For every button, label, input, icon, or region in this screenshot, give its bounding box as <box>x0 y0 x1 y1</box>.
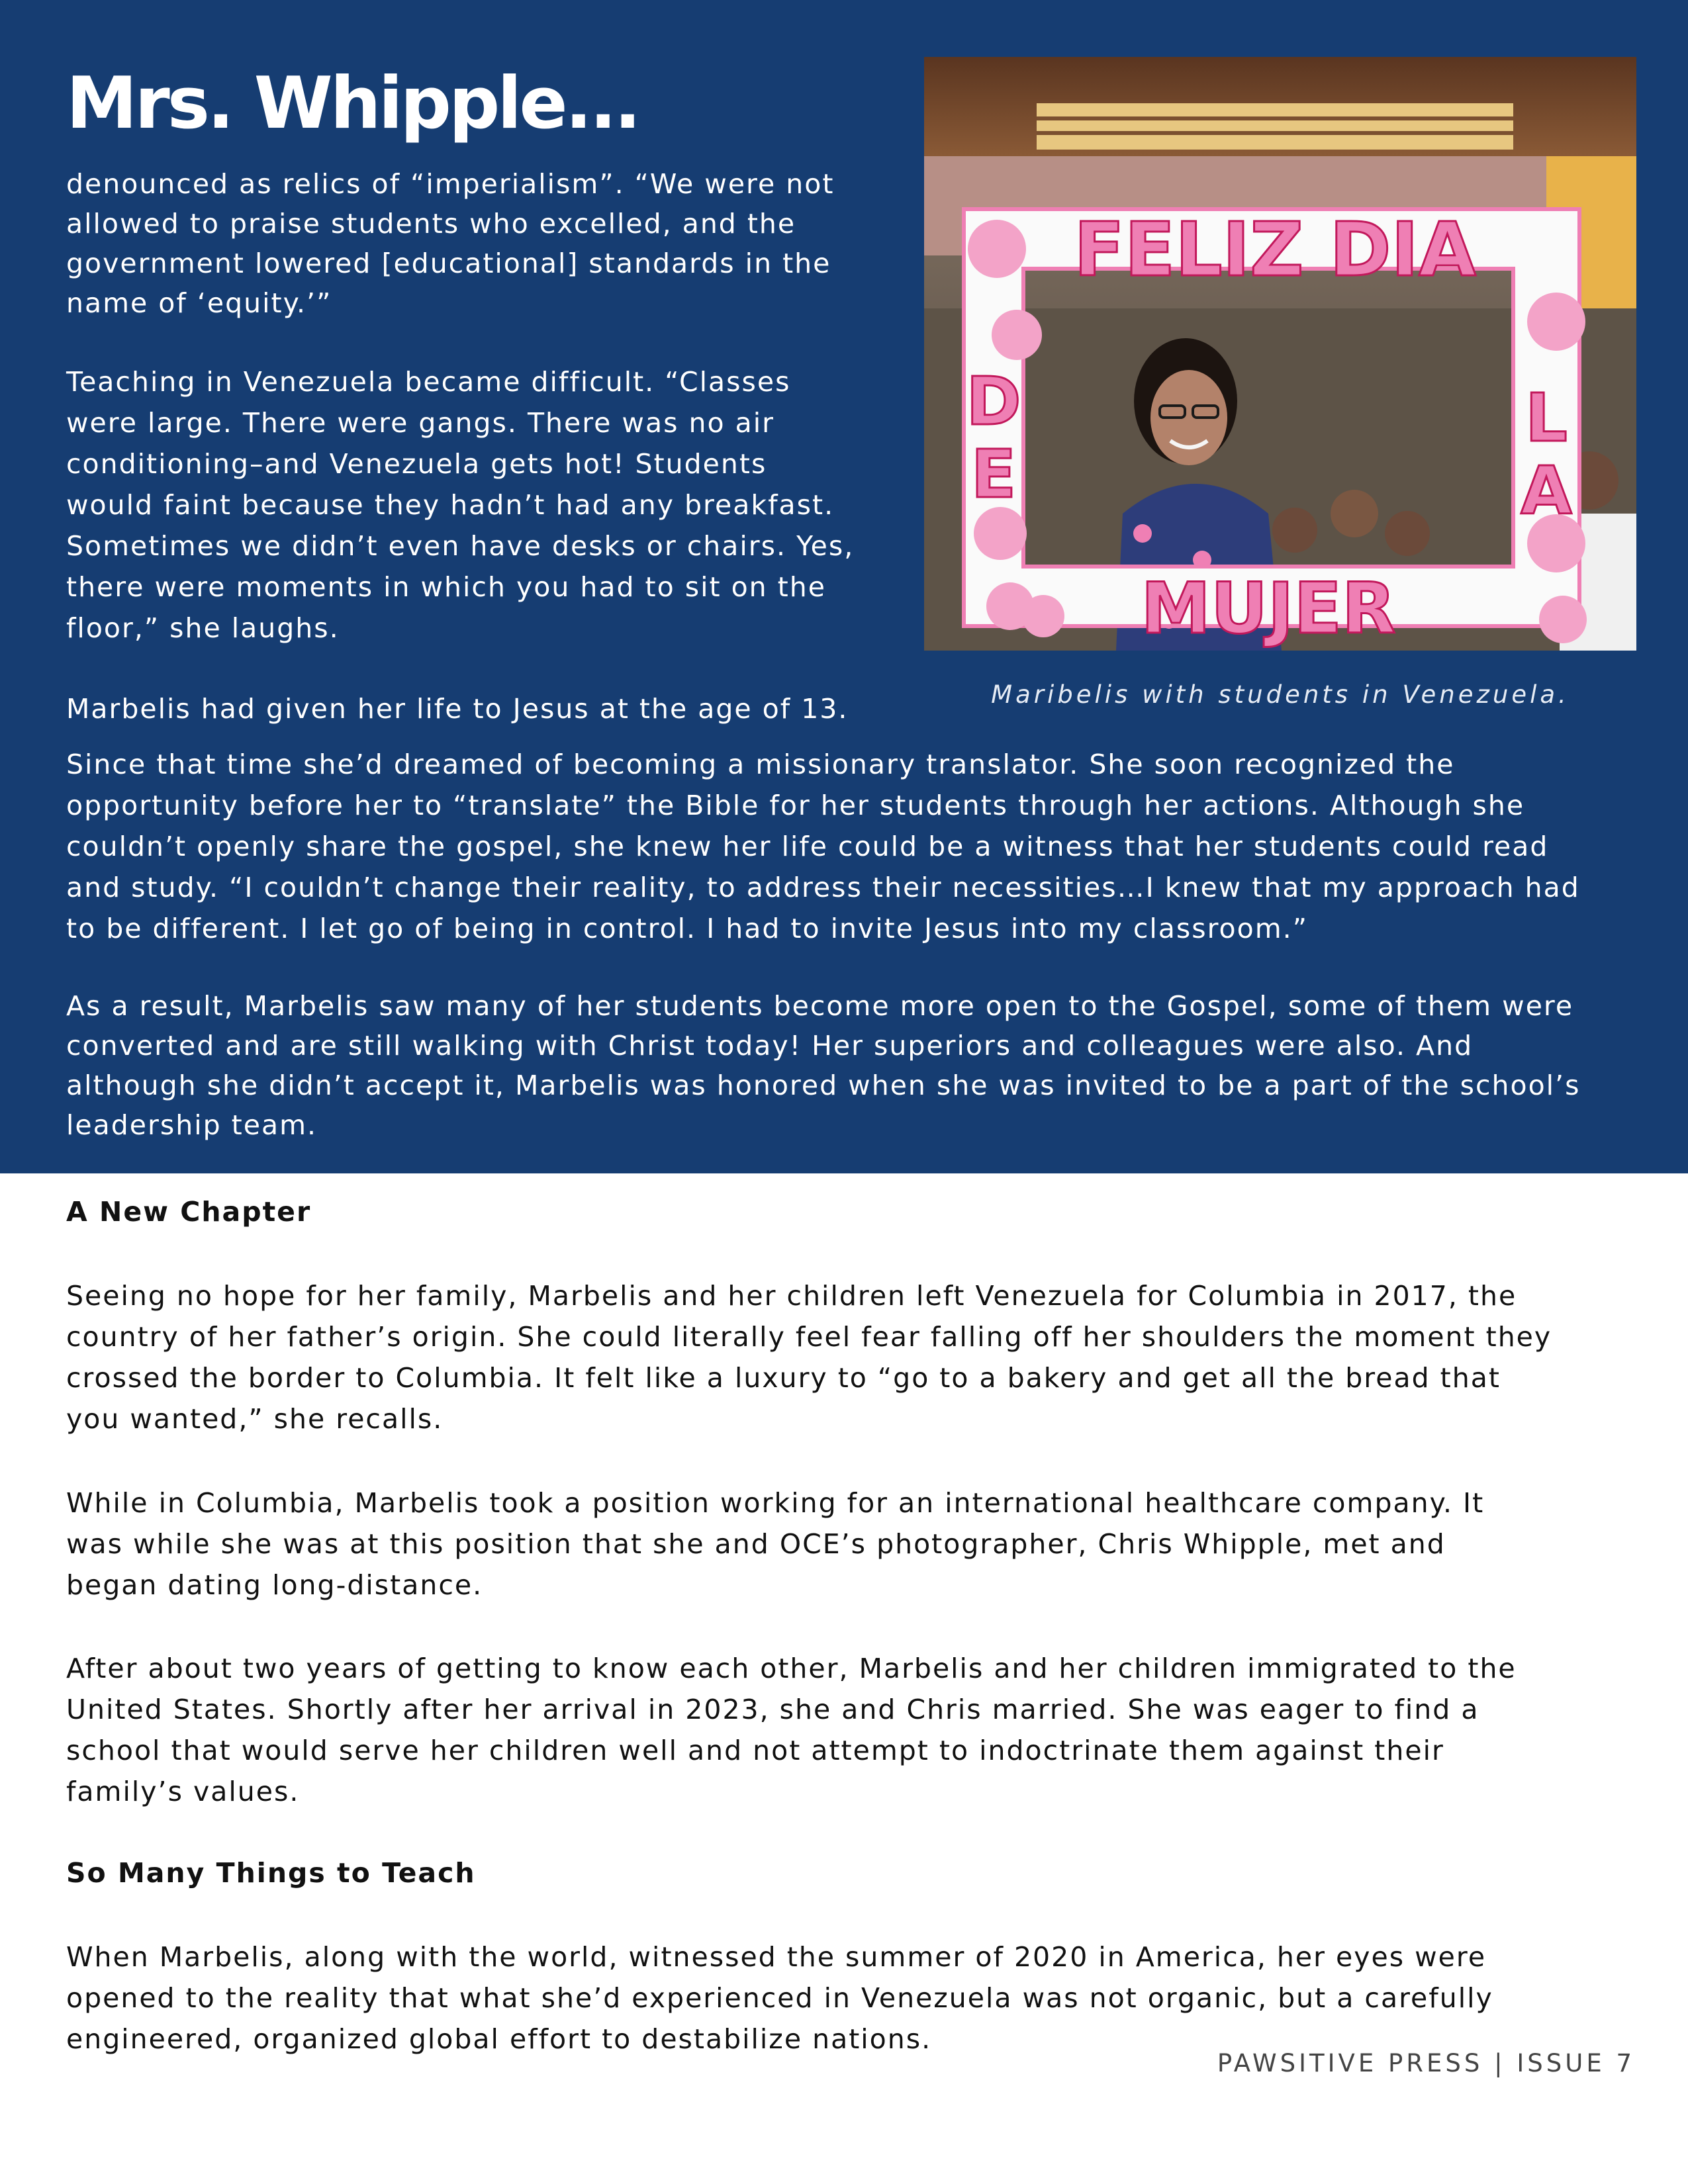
classroom-photo <box>924 57 1636 651</box>
text-line: to be different. I let go of being in control. I had to invite Jesus into my classroom.” <box>66 913 1308 944</box>
sign-text-top: FELIZ DIA <box>1074 207 1476 293</box>
text-line: were large. There were gangs. There was no air <box>66 407 774 439</box>
section-heading-so-many-things: So Many Things to Teach <box>66 1857 476 1889</box>
text-line: couldn’t openly share the gospel, she knew her life could be a witness that her students could read <box>66 831 1549 862</box>
paragraph-8 <box>66 1936 1493 2060</box>
text-line: crossed the border to Columbia. It felt like a luxury to “go to a bakery and get all the bread that <box>66 1362 1501 1394</box>
page-footer: PAWSITIVE PRESS | ISSUE 7 <box>1217 2049 1635 2077</box>
text-line: Teaching in Venezuela became difficult. “Classes <box>66 366 791 398</box>
sign-text-bottom: MUJER <box>1141 568 1396 649</box>
text-line: school that would serve her children well and not attempt to indoctrinate them against their <box>66 1735 1444 1766</box>
paragraph-6 <box>66 1482 1484 1606</box>
text-line: there were moments in which you had to sit on the <box>66 571 826 603</box>
paragraph-4 <box>66 986 1580 1145</box>
photo-illustration <box>924 57 1636 651</box>
text-line: allowed to praise students who excelled, and the <box>66 208 796 240</box>
text-line: would faint because they hadn’t had any breakfast. <box>66 489 835 521</box>
window-vents <box>1037 103 1513 150</box>
text-line: engineered, organized global effort to destabilize nations. <box>66 2023 932 2055</box>
text-line: Marbelis had given her life to Jesus at the age of 13. <box>66 693 849 725</box>
student-head <box>1272 508 1317 553</box>
text-line: and study. “I couldn’t change their reality, to address their necessities…I knew that my approach had <box>66 872 1580 903</box>
text-line: was while she was at this position that she and OCE’s photographer, Chris Whipple, met and <box>66 1528 1446 1560</box>
text-line: Since that time she’d dreamed of becoming a missionary translator. She soon recognized the <box>66 749 1455 780</box>
text-line: Seeing no hope for her family, Marbelis and her children left Venezuela for Columbia in 2017, the <box>66 1280 1517 1312</box>
photo-caption: Maribelis with students in Venezuela. <box>991 680 1570 709</box>
paragraph-2 <box>66 361 854 649</box>
text-line: conditioning–and Venezuela gets hot! Students <box>66 448 767 480</box>
text-line: opened to the reality that what she’d experienced in Venezuela was not organic, but a carefully <box>66 1982 1493 2014</box>
text-line: you wanted,” she recalls. <box>66 1403 444 1435</box>
text-line: floor,” she laughs. <box>66 612 340 644</box>
text-line: government lowered [educational] standards in the <box>66 248 831 279</box>
flower-decoration <box>968 220 1026 278</box>
paragraph-5 <box>66 1275 1552 1439</box>
sign-text-right: A <box>1521 452 1572 529</box>
text-line: United States. Shortly after her arrival in 2023, she and Chris married. She was eager to find a <box>66 1694 1479 1725</box>
student-head <box>1385 511 1430 556</box>
paragraph-1 <box>66 164 834 323</box>
sign-text-left: D <box>966 363 1021 440</box>
text-line: While in Columbia, Marbelis took a position working for an international healthcare company. It <box>66 1487 1485 1519</box>
text-line: denounced as relics of “imperialism”. “We were not <box>66 168 835 200</box>
paragraph-3 <box>66 688 1580 949</box>
text-line: began dating long-distance. <box>66 1569 483 1601</box>
sign-text-left: E <box>970 435 1017 513</box>
text-line: name of ‘equity.’” <box>66 287 332 319</box>
text-line: When Marbelis, along with the world, witnessed the summer of 2020 in America, her eyes were <box>66 1941 1487 1973</box>
sign-text-right: L <box>1525 379 1568 457</box>
text-line: opportunity before her to “translate” the Bible for her students through her actions. Although she <box>66 790 1525 821</box>
text-line: country of her father’s origin. She could literally feel fear falling off her shoulders the moment they <box>66 1321 1552 1353</box>
text-line: although she didn’t accept it, Marbelis was honored when she was invited to be a part of the school’s <box>66 1069 1581 1101</box>
text-line: After about two years of getting to know each other, Marbelis and her children immigrated to the <box>66 1653 1517 1684</box>
text-line: family’s values. <box>66 1776 300 1807</box>
section-heading-new-chapter: A New Chapter <box>66 1196 312 1228</box>
student-head <box>1331 490 1378 537</box>
text-line: Sometimes we didn’t even have desks or chairs. Yes, <box>66 530 855 562</box>
text-line: converted and are still walking with Christ today! Her superiors and colleagues were also. And <box>66 1030 1474 1062</box>
text-line: As a result, Marbelis saw many of her students become more open to the Gospel, some of them were <box>66 990 1574 1022</box>
page-title: Mrs. Whipple... <box>66 62 639 145</box>
text-line: leadership team. <box>66 1109 318 1141</box>
paragraph-7 <box>66 1648 1517 1812</box>
